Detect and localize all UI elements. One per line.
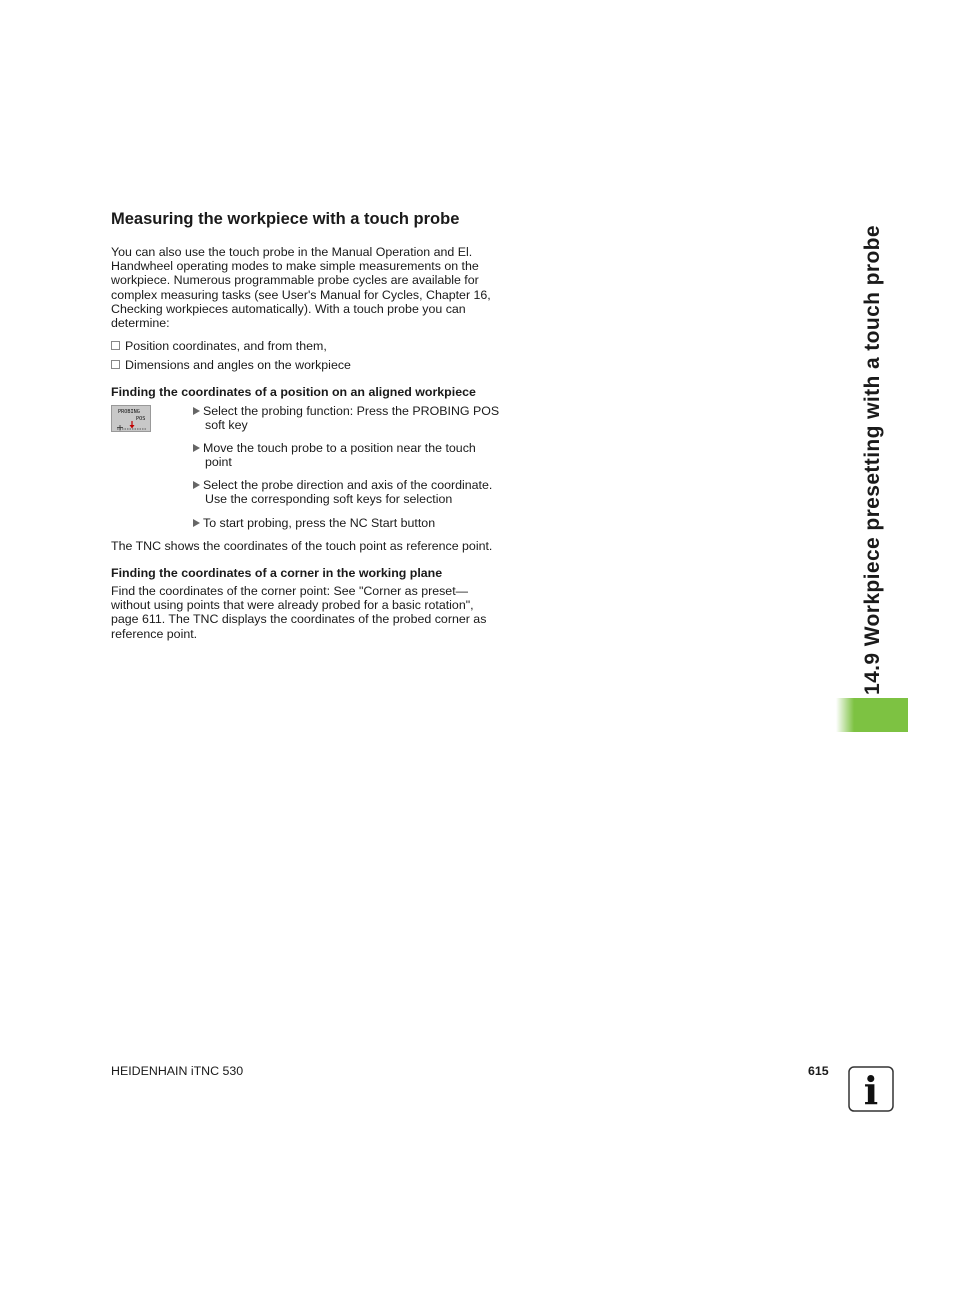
step-text: To start probing, press the NC Start button bbox=[203, 516, 436, 530]
section-heading: Measuring the workpiece with a touch probe bbox=[111, 210, 460, 228]
chapter-tab-gradient bbox=[836, 698, 854, 732]
checkbox-square-icon bbox=[111, 360, 120, 369]
page-number: 615 bbox=[808, 1064, 829, 1078]
step-text-continued: point bbox=[205, 455, 232, 470]
intro-line: You can also use the touch probe in the Manual Operation and El. bbox=[111, 245, 473, 259]
list-item-text: Position coordinates, and from them, bbox=[125, 339, 327, 353]
triangle-bullet-icon bbox=[193, 444, 200, 452]
info-icon-letter: i bbox=[863, 1068, 879, 1112]
checkbox-square-icon bbox=[111, 341, 120, 350]
step-text: Move the touch probe to a position near the touch bbox=[203, 441, 476, 455]
intro-line: workpiece. Numerous programmable probe cycles are available for bbox=[111, 273, 479, 288]
probing-pos-softkey[interactable] bbox=[111, 405, 151, 432]
intro-line: Checking workpieces automatically). With a touch probe you can bbox=[111, 301, 466, 316]
list-item-text: Dimensions and angles on the workpiece bbox=[125, 358, 351, 372]
info-icon bbox=[848, 1066, 894, 1112]
step-text-continued: Use the corresponding soft keys for selection bbox=[205, 492, 453, 507]
intro-line: Handwheel operating modes to make simple measurements on the bbox=[111, 259, 479, 274]
triangle-bullet-icon bbox=[193, 519, 200, 527]
subheading-aligned-workpiece: Finding the coordinates of a position on an aligned workpiece bbox=[111, 385, 476, 399]
footer-product-name: HEIDENHAIN iTNC 530 bbox=[111, 1064, 244, 1078]
corner-line: Find the coordinates of the corner point: See "Corner as preset— bbox=[111, 584, 469, 598]
intro-paragraph bbox=[111, 245, 521, 330]
step-item bbox=[193, 516, 435, 530]
list-item bbox=[111, 358, 351, 372]
intro-line: complex measuring tasks (see User's Manual for Cycles, Chapter 16, bbox=[111, 287, 491, 302]
step-text-continued: soft key bbox=[205, 418, 248, 433]
step-item bbox=[193, 441, 476, 469]
result-text: The TNC shows the coordinates of the touch point as reference point. bbox=[111, 539, 493, 553]
step-text: Select the probing function: Press the PROBING POS bbox=[203, 404, 500, 418]
corner-line: without using points that were already probed for a basic rotation", bbox=[111, 598, 474, 613]
step-item bbox=[193, 404, 499, 432]
side-chapter-title: 14.9 Workpiece presetting with a touch probe bbox=[861, 225, 884, 695]
step-item bbox=[193, 478, 492, 506]
subheading-corner: Finding the coordinates of a corner in the working plane bbox=[111, 566, 443, 580]
corner-line: reference point. bbox=[111, 626, 198, 641]
step-text: Select the probe direction and axis of the coordinate. bbox=[203, 478, 493, 492]
triangle-bullet-icon bbox=[193, 481, 200, 489]
corner-line: page 611. The TNC displays the coordinates of the probed corner as bbox=[111, 612, 487, 627]
list-item bbox=[111, 339, 327, 353]
softkey-label-line1: PROBING bbox=[118, 409, 140, 415]
corner-paragraph bbox=[111, 584, 531, 641]
softkey-label-line2: POS bbox=[136, 416, 146, 422]
probe-symbol-icon bbox=[116, 421, 148, 431]
triangle-bullet-icon bbox=[193, 407, 200, 415]
intro-line: determine: bbox=[111, 316, 170, 331]
